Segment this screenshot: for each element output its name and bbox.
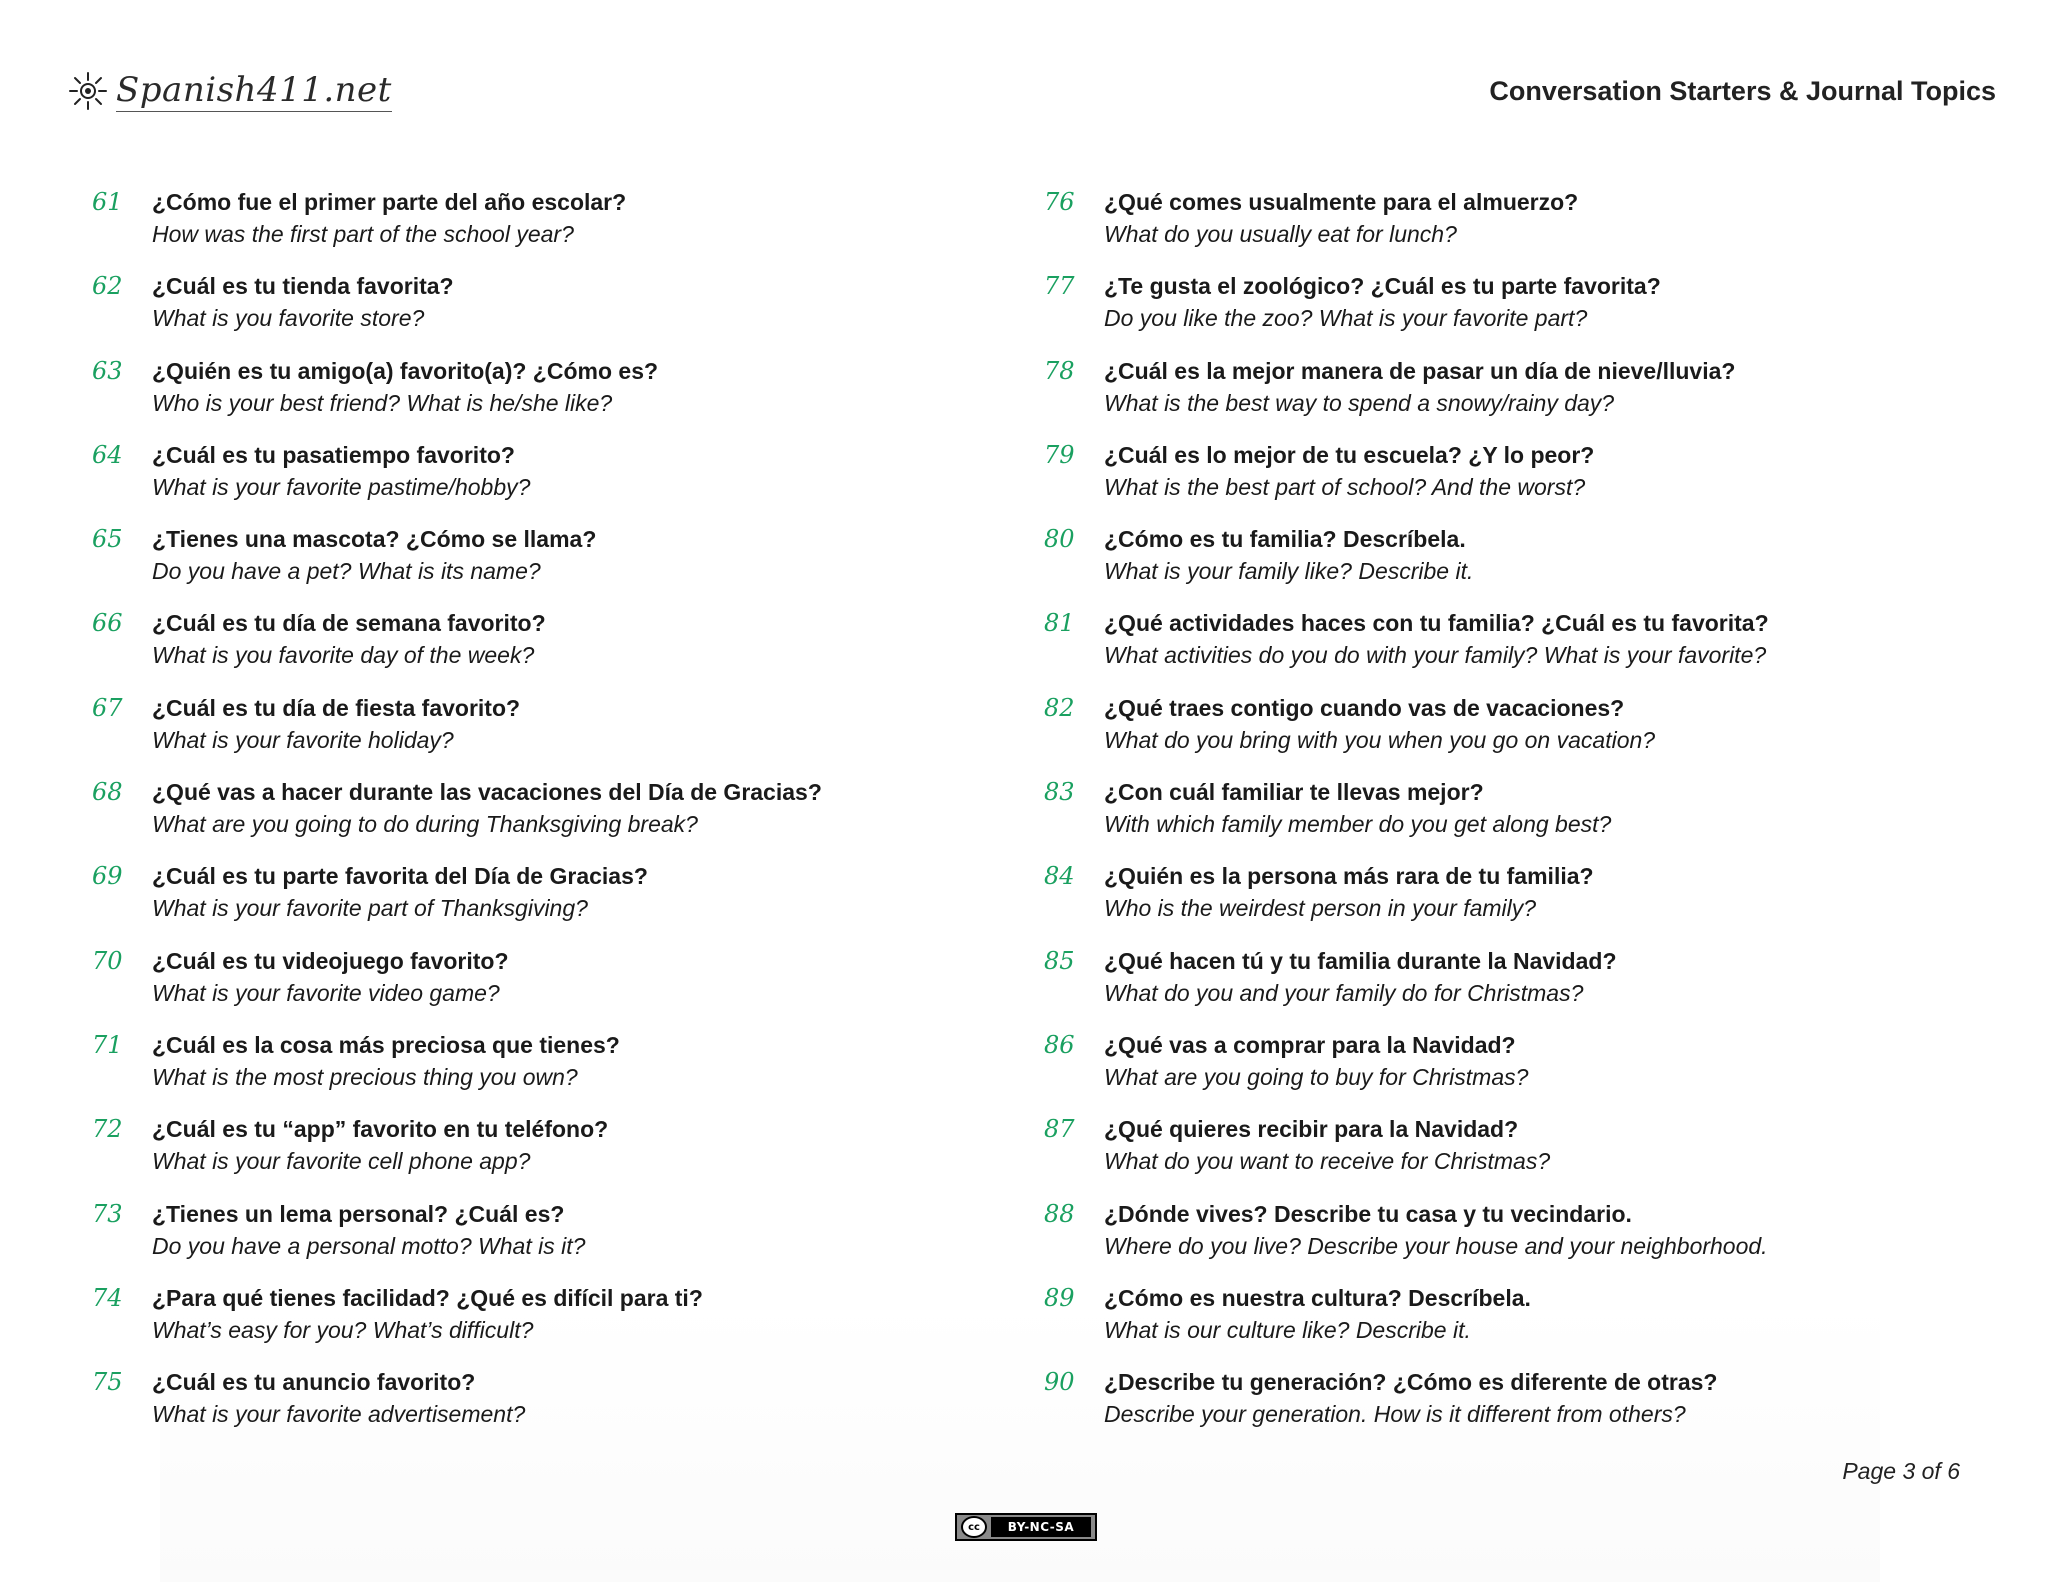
english-translation: What is your favorite video game? [152,979,500,1006]
license-badge[interactable] [955,1513,1097,1541]
item-number: 61 [92,188,123,216]
list-item [92,355,992,439]
english-translation: What is the most precious thing you own? [152,1063,578,1090]
item-number: 67 [92,693,123,722]
item-text [152,523,596,607]
item-number: 73 [92,1199,123,1228]
item-text [1104,1198,1768,1282]
spanish-question: ¿Qué quieres recibir para la Navidad? [1104,1116,1519,1143]
list-item [1044,523,1944,607]
item-text [152,1198,585,1282]
logo-text: Spanish411.net [116,69,392,110]
item-number: 88 [1044,1199,1075,1228]
english-translation: What are you going to buy for Christmas? [1104,1063,1529,1090]
item-text [1104,270,1661,354]
spanish-question: ¿Con cuál familiar te llevas mejor? [1104,779,1484,806]
english-translation: Do you have a personal motto? What is it? [152,1232,586,1259]
item-text [152,439,530,523]
item-number: 69 [92,862,123,891]
english-translation: Do you like the zoo? What is your favorite part? [1104,305,1588,332]
spanish-question: ¿Tienes un lema personal? ¿Cuál es? [152,1200,565,1227]
list-item [92,1282,992,1366]
site-logo [68,66,392,116]
spanish-question: ¿Qué traes contigo cuando vas de vacaciones? [1104,694,1625,721]
spanish-question: ¿Tienes una mascota? ¿Cómo se llama? [152,526,597,553]
spanish-question: ¿Te gusta el zoológico? ¿Cuál es tu parte favorita? [1104,273,1661,300]
item-text [1104,1282,1531,1366]
english-translation: Describe your generation. How is it different from others? [1104,1401,1686,1428]
page-title: Conversation Starters & Journal Topics [1489,76,1996,106]
item-text [1104,439,1594,523]
item-number: 81 [1044,609,1075,638]
item-number: 70 [92,946,123,975]
spanish-question: ¿Cuál es tu videojuego favorito? [152,947,509,974]
list-item [1044,692,1944,776]
english-translation: What’s easy for you? What’s difficult? [152,1316,534,1343]
item-text [1104,945,1617,1029]
item-text [152,1282,703,1366]
spanish-question: ¿Cómo fue el primer parte del año escolar? [152,189,627,215]
list-item [92,1366,992,1450]
spanish-question: ¿Cómo es nuestra cultura? Descríbela. [1104,1284,1531,1311]
item-number: 76 [1044,188,1075,216]
item-text [1104,1113,1550,1197]
item-number: 63 [92,356,123,385]
spanish-question: ¿Cuál es tu anuncio favorito? [152,1369,476,1396]
list-item [1044,1366,1944,1450]
item-text [1104,860,1594,944]
item-number: 83 [1044,778,1075,807]
license-label: BY-NC-SA [991,1517,1091,1537]
spanish-question: ¿Cuál es lo mejor de tu escuela? ¿Y lo peor? [1104,441,1595,468]
item-text [1104,355,1735,439]
english-translation: What do you want to receive for Christmas? [1104,1148,1551,1175]
item-text [152,1366,525,1450]
english-translation: How was the first part of the school year? [152,221,574,247]
list-item [92,523,992,607]
spanish-question: ¿Cuál es tu pasatiempo favorito? [152,441,515,468]
item-number: 82 [1044,693,1075,722]
list-item [1044,270,1944,354]
english-translation: What do you usually eat for lunch? [1104,221,1457,247]
english-translation: What is the best way to spend a snowy/rainy day? [1104,389,1615,416]
english-translation: Who is your best friend? What is he/she like? [152,389,613,416]
item-number: 86 [1044,1030,1075,1059]
list-item [1044,1198,1944,1282]
spanish-question: ¿Cuál es tu “app” favorito en tu teléfono? [152,1116,609,1143]
english-translation: What is your favorite cell phone app? [152,1148,531,1175]
item-text [152,1029,620,1113]
item-number: 84 [1044,862,1075,891]
spanish-question: ¿Dónde vives? Describe tu casa y tu vecindario. [1104,1200,1632,1227]
spanish-question: ¿Describe tu generación? ¿Cómo es diferente de otras? [1104,1369,1718,1396]
list-item [1044,439,1944,523]
list-item [92,945,992,1029]
item-number: 74 [92,1283,123,1312]
english-translation: Do you have a pet? What is its name? [152,558,541,585]
item-text [1104,1366,1717,1450]
item-text [1104,186,1578,270]
page-number: Page 3 of 6 [1842,1458,1960,1484]
english-translation: What is you favorite store? [152,305,425,332]
item-number: 65 [92,525,123,554]
spanish-question: ¿Qué vas a hacer durante las vacaciones del Día de Gracias? [152,779,822,806]
item-text [152,607,546,691]
english-translation: Who is the weirdest person in your family? [1104,895,1537,922]
item-number: 75 [92,1368,123,1397]
item-text [152,1113,608,1197]
spanish-question: ¿Para qué tienes facilidad? ¿Qué es difícil para ti? [152,1284,703,1311]
english-translation: What do you bring with you when you go on vacation? [1104,726,1656,753]
spanish-question: ¿Cuál es tu día de semana favorito? [152,610,546,637]
english-translation: Where do you live? Describe your house and your neighborhood. [1104,1232,1768,1259]
sun-icon [68,71,108,111]
spanish-question: ¿Cómo es tu familia? Descríbela. [1104,526,1466,553]
left-column [92,186,992,1450]
english-translation: What activities do you do with your family? What is your favorite? [1104,642,1767,669]
item-number: 66 [92,609,123,638]
item-text [1104,776,1611,860]
list-item [92,607,992,691]
item-number: 78 [1044,356,1075,385]
cc-icon: cc [961,1516,987,1538]
english-translation: What do you and your family do for Christmas? [1104,979,1584,1006]
item-text [152,692,520,776]
item-number: 85 [1044,946,1075,975]
english-translation: What is your family like? Describe it. [1104,558,1474,585]
list-item [1044,1113,1944,1197]
item-number: 64 [92,440,123,469]
item-text [152,186,626,270]
spanish-question: ¿Cuál es la cosa más preciosa que tienes? [152,1031,620,1058]
list-item [92,439,992,523]
spanish-question: ¿Quién es tu amigo(a) favorito(a)? ¿Cómo es? [152,357,659,384]
list-item [92,186,992,270]
list-item [1044,607,1944,691]
item-number: 79 [1044,440,1075,469]
item-number: 90 [1044,1368,1075,1397]
list-item [1044,1029,1944,1113]
spanish-question: ¿Cuál es tu tienda favorita? [152,273,454,300]
list-item [1044,355,1944,439]
english-translation: What is your favorite part of Thanksgiving? [152,895,588,922]
item-number: 77 [1044,272,1075,301]
right-column [1044,186,1944,1450]
english-translation: What is our culture like? Describe it. [1104,1316,1471,1343]
english-translation: What is the best part of school? And the worst? [1104,473,1586,500]
spanish-question: ¿Cuál es tu día de fiesta favorito? [152,694,521,721]
list-item [1044,776,1944,860]
item-number: 71 [92,1030,123,1059]
spanish-question: ¿Qué hacen tú y tu familia durante la Navidad? [1104,947,1617,974]
item-text [1104,692,1655,776]
list-item [92,270,992,354]
list-item [92,1198,992,1282]
item-text [152,776,822,860]
spanish-question: ¿Quién es la persona más rara de tu familia? [1104,863,1594,890]
english-translation: What is your favorite holiday? [152,726,454,753]
item-text [1104,1029,1528,1113]
item-number: 89 [1044,1283,1075,1312]
list-item [92,692,992,776]
list-item [92,1029,992,1113]
list-item [1044,186,1944,270]
spanish-question: ¿Cuál es la mejor manera de pasar un día de nieve/lluvia? [1104,357,1736,384]
list-item [92,776,992,860]
english-translation: With which family member do you get along best? [1104,811,1612,838]
item-number: 68 [92,778,123,807]
spanish-question: ¿Cuál es tu parte favorita del Día de Gracias? [152,863,648,890]
list-item [1044,945,1944,1029]
item-text [1104,523,1473,607]
list-item [1044,1282,1944,1366]
spanish-question: ¿Qué vas a comprar para la Navidad? [1104,1031,1516,1058]
item-number: 62 [92,272,123,301]
list-item [92,860,992,944]
item-text [152,355,658,439]
english-translation: What is your favorite advertisement? [152,1401,526,1428]
item-text [152,270,454,354]
english-translation: What is your favorite pastime/hobby? [152,473,531,500]
item-number: 72 [92,1115,123,1144]
english-translation: What are you going to do during Thanksgiving break? [152,811,698,838]
item-text [152,860,648,944]
list-item [92,1113,992,1197]
item-number: 87 [1044,1115,1075,1144]
list-item [1044,860,1944,944]
spanish-question: ¿Qué comes usualmente para el almuerzo? [1104,189,1579,215]
item-number: 80 [1044,525,1075,554]
item-text [1104,607,1769,691]
english-translation: What is you favorite day of the week? [152,642,535,669]
item-text [152,945,509,1029]
spanish-question: ¿Qué actividades haces con tu familia? ¿Cuál es tu favorita? [1104,610,1769,637]
